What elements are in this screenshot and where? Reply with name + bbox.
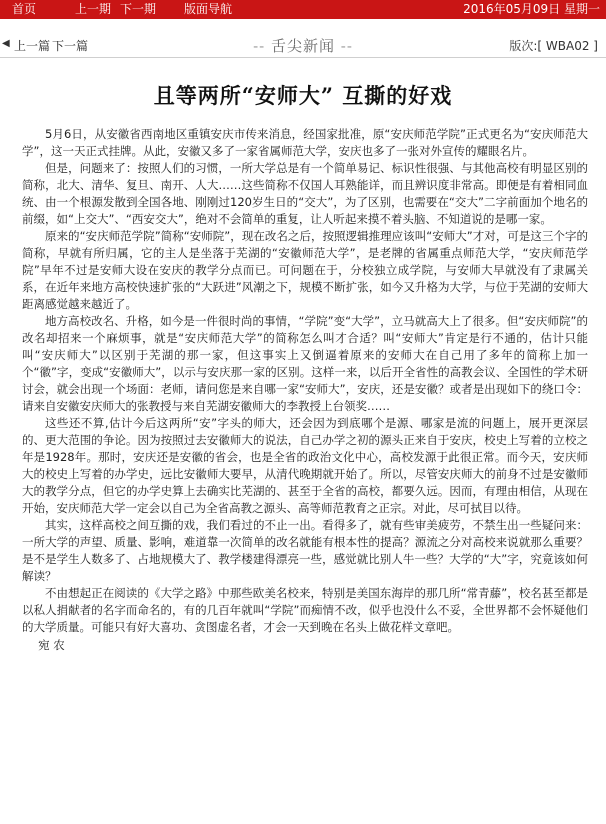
prev-issue-link[interactable]: 上一期 <box>75 2 112 16</box>
article-title: 且等两所“安师大” 互撕的好戏 <box>153 83 453 108</box>
column-name: 舌尖新闻 <box>270 37 335 55</box>
next-issue-link[interactable]: 下一期 <box>120 2 157 16</box>
column-dash-left: -- <box>253 37 271 55</box>
paragraph: 5月6日，从安徽省西南地区重镇安庆市传来消息，经国家批准，原“安庆师范学院”正式更名为“安庆师范大学”，这一天正式挂牌。从此，安徽又多了一家省属师范大学，安庆也多了一张对外宣传的耀眼名片。 <box>22 127 588 158</box>
article-body <box>22 126 588 654</box>
edition-label: 版次:[ WBA02 ] <box>509 39 598 53</box>
page-navigation-link[interactable]: 版面导航 <box>184 2 233 16</box>
paragraph: 不由想起正在阅读的《大学之路》中那些欧美名校来，特别是美国东海岸的那几所“常青藤”，校名甚至都是以私人捐献者的名字而命名的，有的几百年就叫“学院”而痴情不改，似乎也没什么不妥，全世界都不会怀疑他们的大学质量。可能只有好大喜功、贪图虚名者，才会一天到晚在名头上做花样文章吧。 <box>22 586 588 634</box>
article-nav-bar <box>0 34 606 56</box>
column-dash-right: -- <box>335 37 353 55</box>
issue-date: 2016年05月09日 星期一 <box>463 2 600 16</box>
paragraph: 原来的“安庆师范学院”简称“安师院”，现在改名之后，按照逻辑推理应该叫“安师大”才对，可是这三个字的简称，早就有所归属，它的主人是坐落于芜湖的“安徽师范大学”，是老牌的省属重点师范大学，“安庆师范学院”早年不过是安师大设在安庆的教学分点而已。可问题在于，分校独立成学院，与安师大早就没有了隶属关系，在近年来地方高校快速扩张的“大跃进”风潮之下，规模不断扩张，如今又升格为大学，与位于芜湖的安师大距离感觉越来越近了。 <box>22 229 588 311</box>
next-article-link[interactable]: 下一篇 <box>52 39 89 53</box>
paragraph: 其实，这样高校之间互撕的戏，我们看过的不止一出。看得多了，就有些审美疲劳，不禁生出一些疑问来：一所大学的声望、质量、影响，难道靠一次简单的改名就能有根本性的提高？源流之分对高校来说就那么重要？是不是学生人数多了、占地规模大了、教学楼建得漂亮一些，感觉就比别人牛一些？大学的“大”字，究竟该如何解读？ <box>22 518 588 583</box>
divider <box>0 57 606 58</box>
prev-article-link[interactable]: 上一篇 <box>14 39 51 53</box>
paragraph: 但是，问题来了：按照人们的习惯，一所大学总是有一个简单易记、标识性很强、与其他高校有明显区别的简称，北大、清华、复旦、南开、人大……这些简称不仅国人耳熟能详，而且辨识度非常高。即便是有着相同血统、由一个根源发散到全国各地、刚刚过120岁生日的“交大”，为了区别，也需要在“交大”二字前面加个地名的前缀，如“上交大”、“西安交大”，绝对不会简单的重复，让人听起来摸不着头脑、不知道说的是哪一家。 <box>22 161 588 226</box>
paragraph: 这些还不算,估计今后这两所“安”字头的师大，还会因为到底哪个是源、哪家是流的问题上，展开更深层的、更大范围的争论。因为按照过去安徽师大的说法，自己办学之初的源头正来自于安庆，校史上写着的立校之年是1928年。那时，安庆还是安徽的省会，也是全省的政治文化中心，高校发源于此很正常。而今天，安庆师大的校史上写着的办学史，远比安徽师大要早，从清代晚期就开始了。所以，尽管安庆师大的前身不过是安徽师大的教学分点，但它的办学史算上去确实比芜湖的、甚至于全省的高校，都要久远。因而，有理由相信，从现在开始，安庆师范大学一定会以自己为全省高教之源头、高等师范教育之正宗。对此，尽可拭目以待。 <box>22 416 588 515</box>
triangle-left-icon: ◀ <box>2 38 10 49</box>
home-link[interactable]: 首页 <box>12 2 37 16</box>
top-nav-bar <box>0 0 606 19</box>
paragraph: 地方高校改名、升格，如今是一件很时尚的事情，“学院”变“大学”，立马就高大上了很多。但“安庆师院”的改名却招来一个麻烦事，就是“安庆师范大学”的简称怎么叫才合适？叫“安师大”肯定是行不通的，估计只能叫“安庆师大”以区别于芜湖的那一家，但这事实上又倒逼着原来的安师大在自己用了多年的简称上加一个“徽”字，变成“安徽师大”，以示与安庆那一家的区别。这样一来，以后开全省性的高教会议、全国性的学术研讨会，就会出现一个场面：老师，请问您是来自哪一家“安师大”，安庆，还是安徽？或者是出现如下的绕口令：请来自安徽安庆师大的张教授与来自芜湖安徽师大的李教授上台领奖…… <box>22 314 588 413</box>
article-author: 宛 农 <box>38 638 65 652</box>
